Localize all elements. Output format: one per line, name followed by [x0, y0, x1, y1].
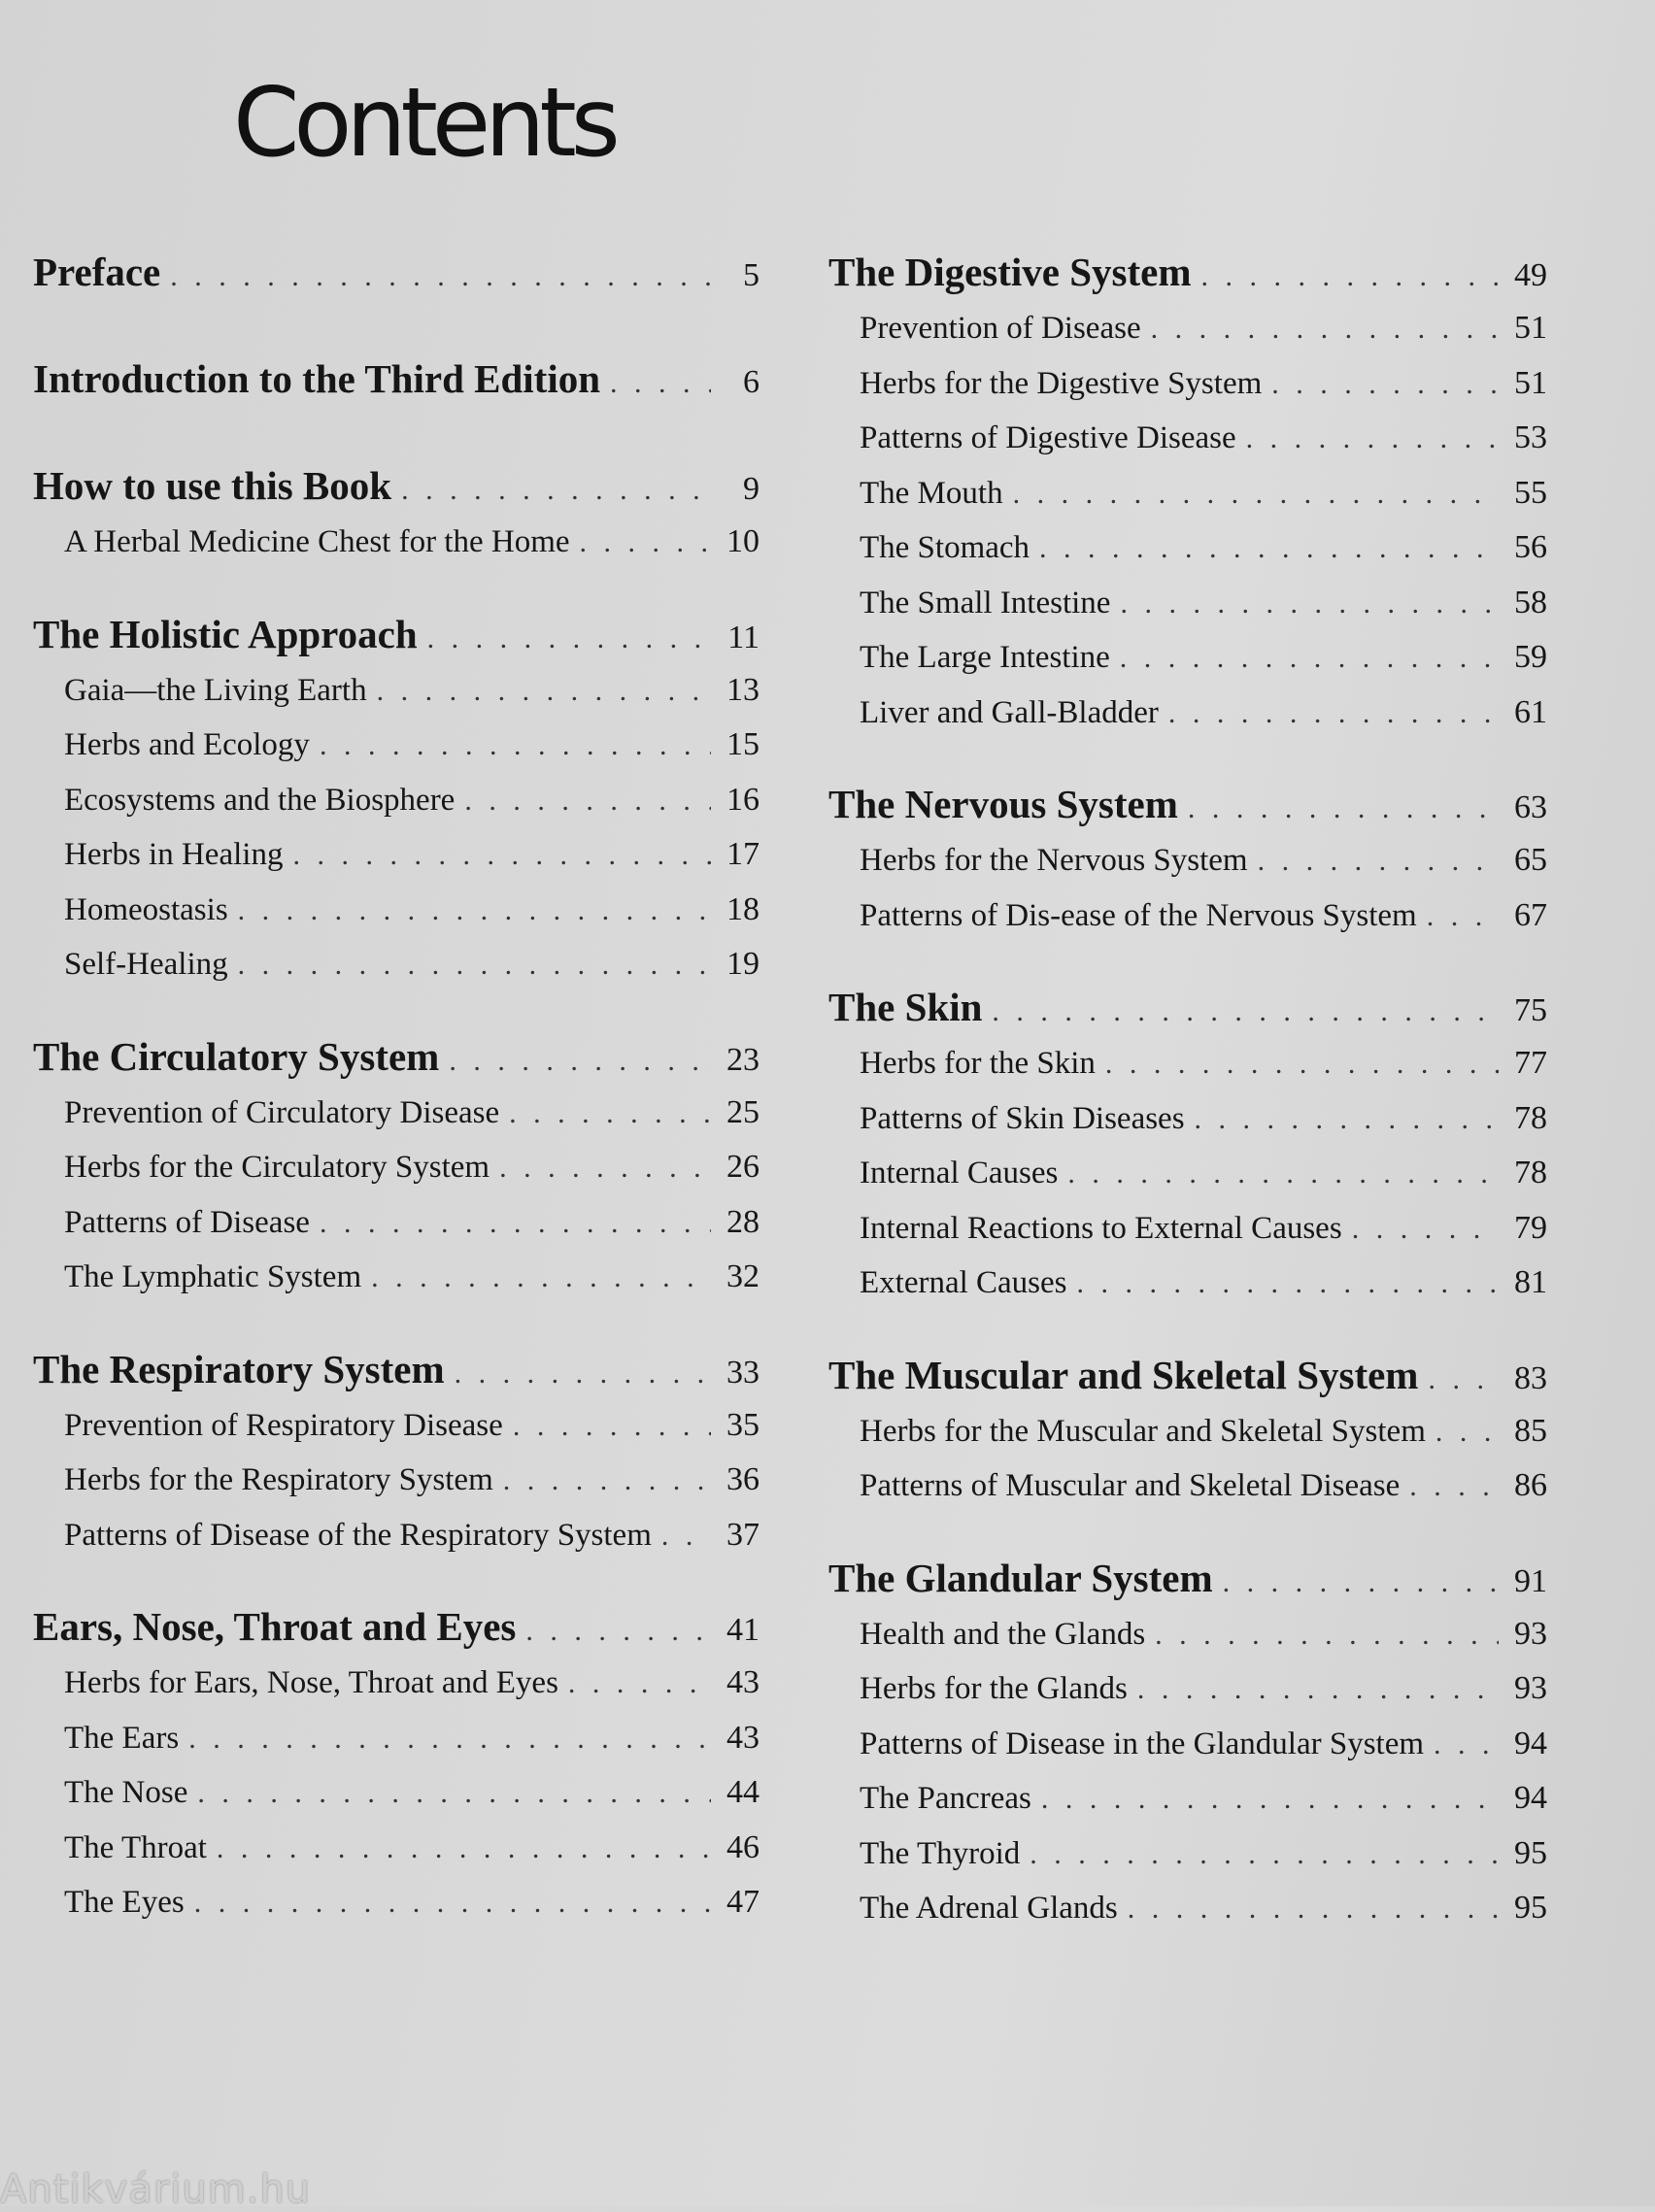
- entry-title: Herbs for the Circulatory System: [64, 1150, 490, 1185]
- page-title: Contents: [233, 68, 615, 179]
- toc-chapter-entry[interactable]: [828, 1549, 1547, 1607]
- toc-section-ent-eyes: [33, 1597, 760, 1930]
- page-number: 83: [1514, 1359, 1547, 1396]
- page-number: 61: [1514, 693, 1547, 730]
- dot-leader: [1128, 1882, 1499, 1937]
- toc-section-muscular-skeletal: [828, 1346, 1547, 1514]
- page-number: 43: [726, 1719, 760, 1756]
- page-number: 25: [726, 1093, 760, 1130]
- toc-sub-entry[interactable]: [828, 888, 1547, 944]
- page-number: 94: [1514, 1725, 1547, 1761]
- entry-title: Homeostasis: [64, 891, 228, 927]
- dot-leader: [1013, 467, 1499, 522]
- chapter-title: How to use this Book: [33, 463, 392, 508]
- toc-sub-entry[interactable]: [828, 833, 1547, 888]
- toc-sub-entry[interactable]: [33, 663, 760, 719]
- dot-leader: [1039, 521, 1499, 577]
- toc-section-respiratory: [33, 1340, 760, 1563]
- page-number: 49: [1514, 257, 1547, 293]
- dot-leader: [1409, 1459, 1499, 1515]
- page-number: 35: [726, 1406, 760, 1443]
- page-number: 95: [1514, 1890, 1547, 1926]
- entry-title: Internal Causes: [860, 1156, 1059, 1190]
- toc-chapter-entry[interactable]: [33, 243, 760, 301]
- entry-title: Patterns of Disease: [64, 1204, 310, 1240]
- dot-leader: [238, 884, 711, 939]
- toc-section-glandular: [828, 1549, 1547, 1936]
- watermark: Antikvárium.hu: [0, 2167, 312, 2212]
- dot-leader: [377, 664, 711, 720]
- toc-chapter-entry[interactable]: [828, 978, 1547, 1036]
- toc-section-how-to-use: [33, 456, 760, 570]
- page-number: 10: [726, 523, 760, 559]
- entry-title: The Nose: [64, 1775, 188, 1810]
- page-number: 44: [726, 1774, 760, 1810]
- dot-leader: [1105, 1037, 1499, 1092]
- toc-sub-entry[interactable]: [828, 686, 1547, 741]
- page-number: 37: [726, 1516, 760, 1553]
- entry-title: The Throat: [64, 1829, 207, 1865]
- entry-title: Prevention of Circulatory Disease: [64, 1094, 500, 1130]
- entry-title: The Lymphatic System: [64, 1259, 362, 1294]
- entry-title: Patterns of Skin Diseases: [860, 1100, 1185, 1136]
- toc-chapter-entry[interactable]: [33, 1340, 760, 1398]
- page-number: 78: [1514, 1099, 1547, 1136]
- page-number: 94: [1514, 1780, 1547, 1816]
- toc-chapter-entry[interactable]: [33, 1597, 760, 1656]
- page-number: 56: [1514, 529, 1547, 565]
- page-number: 6: [743, 364, 760, 400]
- chapter-title: The Skin: [828, 985, 983, 1029]
- dot-leader: [509, 1087, 711, 1142]
- page-number: 46: [726, 1828, 760, 1865]
- page-number: 63: [1514, 789, 1547, 825]
- page-number: 41: [726, 1612, 760, 1648]
- page-number: 13: [726, 671, 760, 708]
- dot-leader: [170, 248, 711, 306]
- entry-title: The Thyroid: [860, 1835, 1021, 1871]
- dot-leader: [320, 719, 711, 774]
- dot-leader: [1195, 1092, 1499, 1148]
- page-number: 28: [726, 1203, 760, 1240]
- page-number: 78: [1514, 1155, 1547, 1190]
- toc-section-digestive: [828, 243, 1547, 740]
- page-number: 53: [1514, 419, 1547, 455]
- entry-title: Patterns of Muscular and Skeletal Disease: [860, 1468, 1401, 1503]
- toc-sub-entry[interactable]: [33, 773, 760, 828]
- dot-leader: [1427, 889, 1499, 945]
- chapter-title: Preface: [33, 250, 161, 294]
- toc-sub-entry[interactable]: [33, 1765, 760, 1821]
- toc-sub-entry[interactable]: [828, 1146, 1547, 1201]
- entry-title: Gaia—the Living Earth: [64, 672, 367, 708]
- toc-sub-entry[interactable]: [33, 1875, 760, 1930]
- dot-leader: [1223, 1554, 1499, 1612]
- dot-leader: [1435, 1405, 1499, 1460]
- toc-chapter-entry[interactable]: [33, 1027, 760, 1086]
- dot-leader: [525, 1602, 711, 1660]
- dot-leader: [1120, 577, 1499, 632]
- toc-sub-entry[interactable]: [828, 1827, 1547, 1882]
- dot-leader: [1041, 1772, 1499, 1827]
- page-number: 85: [1514, 1412, 1547, 1449]
- toc-chapter-entry[interactable]: [33, 350, 760, 408]
- toc-sub-entry[interactable]: [33, 1398, 760, 1454]
- toc-sub-entry[interactable]: [828, 576, 1547, 631]
- dot-leader: [1155, 1608, 1499, 1663]
- toc-chapter-entry[interactable]: [828, 243, 1547, 301]
- dot-leader: [1271, 357, 1499, 413]
- toc-sub-entry[interactable]: [33, 827, 760, 883]
- dot-leader: [449, 1032, 711, 1090]
- page-number: 17: [726, 836, 760, 872]
- toc-chapter-entry[interactable]: [828, 1346, 1547, 1404]
- dot-leader: [197, 1766, 711, 1822]
- page-number: 75: [1514, 992, 1547, 1028]
- entry-title: Herbs for the Digestive System: [860, 365, 1263, 401]
- entry-title: Prevention of Respiratory Disease: [64, 1407, 503, 1443]
- entry-title: The Large Intestine: [860, 640, 1110, 675]
- chapter-title: The Circulatory System: [33, 1033, 440, 1079]
- dot-leader: [1168, 687, 1499, 742]
- toc-section-circulatory: [33, 1027, 760, 1305]
- dot-leader: [455, 1345, 711, 1403]
- page-number: 32: [726, 1258, 760, 1294]
- toc-sub-entry[interactable]: [828, 411, 1547, 466]
- entry-title: Liver and Gall-Bladder: [860, 694, 1159, 730]
- entry-title: Herbs for the Respiratory System: [64, 1462, 493, 1497]
- page-number: 55: [1514, 474, 1547, 511]
- dot-leader: [1188, 780, 1499, 838]
- toc-sub-entry[interactable]: [33, 1140, 760, 1195]
- toc-sub-entry[interactable]: [33, 1195, 760, 1251]
- page-number: 36: [726, 1461, 760, 1497]
- chapter-title: The Glandular System: [828, 1555, 1213, 1600]
- dot-leader: [992, 983, 1499, 1041]
- page-number: 79: [1514, 1209, 1547, 1246]
- entry-title: Health and the Glands: [860, 1616, 1146, 1652]
- page-number: 15: [726, 726, 760, 762]
- toc-sub-entry[interactable]: [828, 1717, 1547, 1772]
- entry-title: The Small Intestine: [860, 585, 1111, 620]
- entry-title: Patterns of Dis-ease of the Nervous System: [860, 897, 1417, 933]
- dot-leader: [464, 774, 711, 829]
- entry-title: Herbs for the Muscular and Skeletal System: [860, 1413, 1426, 1449]
- entry-title: The Ears: [64, 1720, 180, 1756]
- dot-leader: [1120, 631, 1499, 687]
- toc-sub-entry[interactable]: [828, 1661, 1547, 1717]
- chapter-title: The Respiratory System: [33, 1346, 445, 1391]
- entry-title: Patterns of Disease in the Glandular System: [860, 1726, 1425, 1761]
- entry-title: Patterns of Disease of the Respiratory System: [64, 1517, 652, 1553]
- entry-title: A Herbal Medicine Chest for the Home: [64, 524, 570, 559]
- toc-sub-entry[interactable]: [33, 1821, 760, 1876]
- toc-sub-entry[interactable]: [33, 1086, 760, 1141]
- toc-section-preface: [33, 243, 760, 301]
- entry-title: The Eyes: [64, 1885, 185, 1920]
- toc-sub-entry[interactable]: [33, 1711, 760, 1766]
- dot-leader: [1201, 248, 1499, 306]
- page-number: 91: [1514, 1562, 1547, 1599]
- page-number: 81: [1514, 1264, 1547, 1300]
- dot-leader: [580, 516, 711, 571]
- dot-leader: [1077, 1257, 1499, 1312]
- toc-right-column: [828, 243, 1547, 1971]
- toc-sub-entry[interactable]: [828, 1036, 1547, 1091]
- toc-chapter-entry[interactable]: [33, 456, 760, 515]
- dot-leader: [1067, 1147, 1499, 1202]
- entry-title: Patterns of Digestive Disease: [860, 420, 1236, 455]
- toc-sub-entry[interactable]: [828, 301, 1547, 356]
- toc-section-introduction: [33, 350, 760, 408]
- page-number: 51: [1514, 310, 1547, 346]
- dot-leader: [1258, 834, 1499, 889]
- entry-title: Herbs for the Nervous System: [860, 843, 1248, 878]
- dot-leader: [1246, 412, 1499, 467]
- dot-leader: [194, 1876, 711, 1931]
- page-number: 67: [1514, 896, 1547, 933]
- page-number: 58: [1514, 584, 1547, 620]
- page-number: 11: [727, 619, 760, 655]
- toc-sub-entry[interactable]: [828, 466, 1547, 521]
- chapter-title: The Digestive System: [828, 250, 1192, 294]
- page-number: 51: [1514, 364, 1547, 401]
- toc-sub-entry[interactable]: [33, 1508, 760, 1563]
- entry-title: Ecosystems and the Biosphere: [64, 782, 456, 818]
- entry-title: External Causes: [860, 1265, 1067, 1300]
- dot-leader: [661, 1509, 711, 1564]
- entry-title: The Mouth: [860, 475, 1003, 511]
- dot-leader: [568, 1657, 711, 1712]
- dot-leader: [1428, 1351, 1499, 1409]
- dot-leader: [1137, 1662, 1499, 1718]
- toc-sub-entry[interactable]: [33, 1656, 760, 1711]
- entry-title: The Adrenal Glands: [860, 1891, 1118, 1926]
- page-number: 16: [726, 781, 760, 818]
- entry-title: Self-Healing: [64, 947, 228, 982]
- page-number: 95: [1514, 1834, 1547, 1871]
- dot-leader: [1151, 302, 1499, 357]
- dot-leader: [292, 828, 711, 884]
- toc-sub-entry[interactable]: [828, 1404, 1547, 1459]
- toc-section-nervous: [828, 775, 1547, 943]
- dot-leader: [401, 461, 711, 519]
- dot-leader: [1030, 1827, 1499, 1883]
- toc-sub-entry[interactable]: [33, 883, 760, 938]
- dot-leader: [610, 354, 711, 413]
- chapter-title: The Nervous System: [828, 782, 1178, 826]
- dot-leader: [1352, 1202, 1499, 1257]
- entry-title: The Pancreas: [860, 1781, 1031, 1816]
- toc-sub-entry[interactable]: [828, 630, 1547, 686]
- page-number: 33: [726, 1354, 760, 1391]
- entry-title: Prevention of Disease: [860, 311, 1141, 346]
- page-number: 47: [726, 1884, 760, 1920]
- entry-title: Herbs in Healing: [64, 837, 284, 872]
- toc-chapter-entry[interactable]: [33, 605, 760, 663]
- toc-sub-entry[interactable]: [33, 718, 760, 773]
- toc-sub-entry[interactable]: [828, 1881, 1547, 1936]
- dot-leader: [499, 1141, 711, 1196]
- dot-leader: [1434, 1718, 1499, 1773]
- toc-sub-entry[interactable]: [828, 1091, 1547, 1147]
- dot-leader: [188, 1712, 711, 1767]
- page-number: 93: [1514, 1615, 1547, 1652]
- page-number: 65: [1514, 842, 1547, 878]
- toc-sub-entry[interactable]: [828, 1256, 1547, 1311]
- toc-sub-entry[interactable]: [828, 1201, 1547, 1257]
- dot-leader: [503, 1454, 711, 1509]
- toc-left-column: [33, 243, 760, 1965]
- entry-title: Herbs and Ecology: [64, 727, 310, 762]
- toc-section-holistic-approach: [33, 605, 760, 992]
- dot-leader: [371, 1251, 711, 1306]
- toc-sub-entry[interactable]: [33, 937, 760, 992]
- toc-sub-entry[interactable]: [828, 1771, 1547, 1827]
- toc-sub-entry[interactable]: [828, 520, 1547, 576]
- chapter-title: Introduction to the Third Edition: [33, 356, 601, 401]
- dot-leader: [427, 610, 711, 668]
- chapter-title: Ears, Nose, Throat and Eyes: [33, 1604, 517, 1649]
- toc-sub-entry[interactable]: [33, 1250, 760, 1305]
- page-number: 77: [1514, 1045, 1547, 1081]
- page-number: 26: [726, 1149, 760, 1185]
- page-number: 59: [1514, 639, 1547, 675]
- entry-title: Herbs for the Skin: [860, 1046, 1096, 1081]
- chapter-title: The Holistic Approach: [33, 611, 418, 656]
- page-number: 19: [726, 946, 760, 982]
- dot-leader: [217, 1822, 711, 1877]
- page-number: 18: [726, 890, 760, 927]
- dot-leader: [320, 1196, 711, 1252]
- page-number: 93: [1514, 1670, 1547, 1706]
- toc-sub-entry[interactable]: [33, 515, 760, 570]
- entry-title: Herbs for the Glands: [860, 1671, 1128, 1706]
- page-number: 43: [726, 1664, 760, 1700]
- page-number: 5: [743, 257, 760, 293]
- dot-leader: [513, 1399, 711, 1455]
- chapter-title: The Muscular and Skeletal System: [828, 1352, 1419, 1397]
- toc-sub-entry[interactable]: [828, 356, 1547, 412]
- toc-sub-entry[interactable]: [33, 1453, 760, 1508]
- page-number: 23: [726, 1041, 760, 1078]
- page-number: 86: [1514, 1467, 1547, 1503]
- entry-title: Herbs for Ears, Nose, Throat and Eyes: [64, 1665, 558, 1700]
- toc-sub-entry[interactable]: [828, 1458, 1547, 1514]
- page-number: 9: [743, 471, 760, 507]
- dot-leader: [238, 938, 711, 993]
- entry-title: Internal Reactions to External Causes: [860, 1210, 1342, 1246]
- toc-sub-entry[interactable]: [828, 1607, 1547, 1662]
- entry-title: The Stomach: [860, 530, 1030, 565]
- toc-chapter-entry[interactable]: [828, 775, 1547, 833]
- toc-section-skin: [828, 978, 1547, 1311]
